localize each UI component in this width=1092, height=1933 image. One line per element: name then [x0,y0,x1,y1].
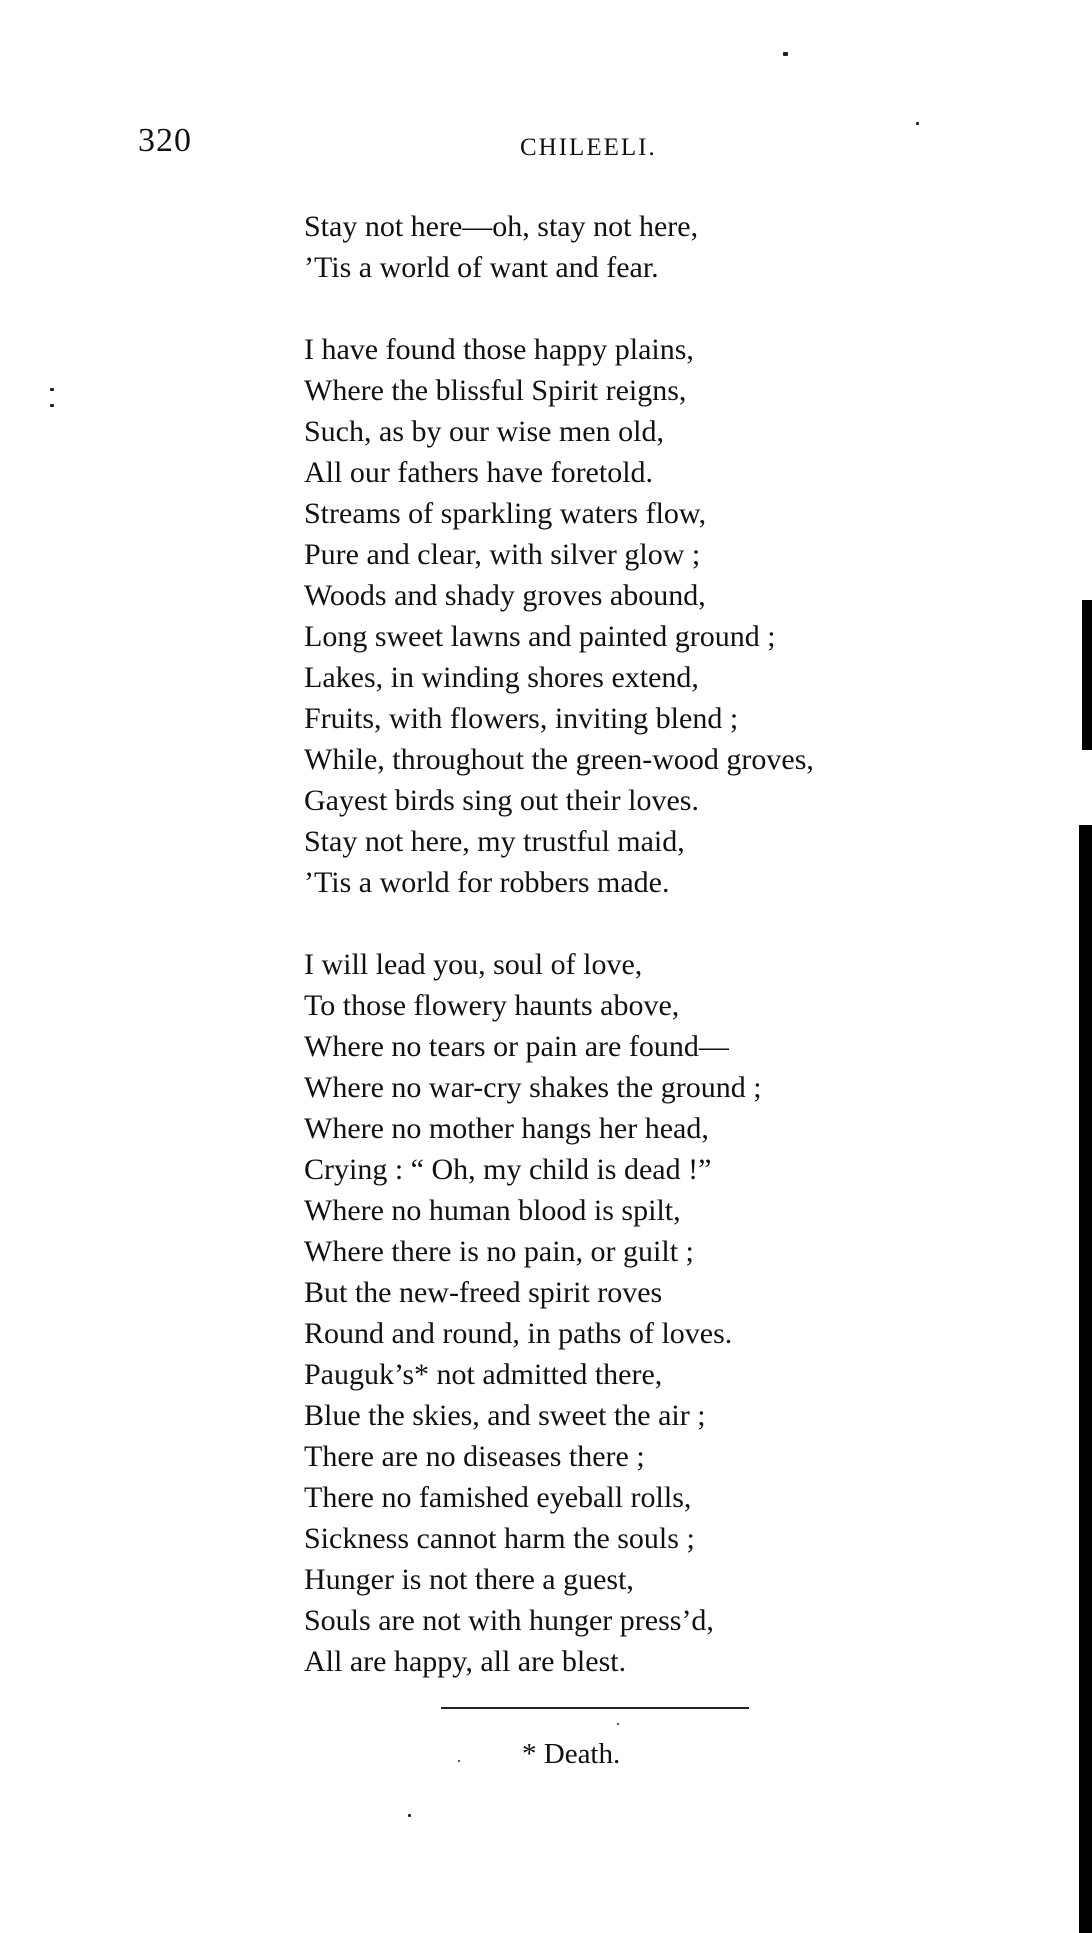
poem-line: Lakes, in winding shores extend, [304,661,699,694]
stanza [304,329,1044,903]
poem-line: Pure and clear, with silver glow ; [304,538,701,571]
scan-speck [783,52,788,56]
poem-line: Streams of sparkling waters flow, [304,497,707,530]
poem [304,206,1044,1723]
poem-line: Stay not here, my trustful maid, [304,825,685,858]
footnote-divider [441,1707,749,1709]
poem-line: ’Tis a world for robbers made. [304,866,670,899]
poem-line: Where there is no pain, or guilt ; [304,1235,694,1268]
scan-edge-shadow [1079,825,1092,1933]
running-title: CHILEELI. [520,134,657,161]
poem-line: Fruits, with flowers, inviting blend ; [304,702,739,735]
poem-line: I will lead you, soul of love, [304,948,643,981]
poem-line: ’Tis a world of want and fear. [304,251,659,284]
poem-line: Where no tears or pain are found— [304,1030,729,1063]
scan-speck [50,388,54,391]
poem-line: Stay not here—oh, stay not here, [304,210,699,243]
scan-edge-shadow [1082,600,1092,750]
poem-line: To those flowery haunts above, [304,989,680,1022]
poem-line: Crying : “ Oh, my child is dead !” [304,1153,712,1186]
poem-line: There are no diseases there ; [304,1440,645,1473]
stanza [304,944,1044,1682]
scan-speck [458,1760,460,1762]
stanza [304,206,1044,288]
scan-speck [916,122,919,125]
page-number: 320 [138,122,192,159]
scan-speck [617,1723,619,1725]
scan-speck [408,1814,411,1817]
poem-line: Pauguk’s* not admitted there, [304,1358,663,1391]
poem-line: I have found those happy plains, [304,333,694,366]
poem-line: Where no mother hangs her head, [304,1112,709,1145]
poem-line: But the new-freed spirit roves [304,1276,663,1309]
poem-line: Round and round, in paths of loves. [304,1317,733,1350]
poem-line: Such, as by our wise men old, [304,415,664,448]
footnote: * Death. [522,1738,621,1770]
poem-line: All our fathers have foretold. [304,456,654,489]
poem-line: Gayest birds sing out their loves. [304,784,699,817]
poem-line: There no famished eyeball rolls, [304,1481,692,1514]
poem-line: Long sweet lawns and painted ground ; [304,620,776,653]
poem-line: Where no war-cry shakes the ground ; [304,1071,762,1104]
poem-line: Sickness cannot harm the souls ; [304,1522,695,1555]
poem-line: While, throughout the green-wood groves, [304,743,814,776]
poem-line: Souls are not with hunger press’d, [304,1604,714,1637]
poem-line: Woods and shady groves abound, [304,579,706,612]
poem-line: Where no human blood is spilt, [304,1194,681,1227]
poem-line: Where the blissful Spirit reigns, [304,374,687,407]
poem-line: All are happy, all are blest. [304,1645,627,1678]
scan-speck [50,404,54,407]
poem-line: Blue the skies, and sweet the air ; [304,1399,706,1432]
poem-line: Hunger is not there a guest, [304,1563,634,1596]
